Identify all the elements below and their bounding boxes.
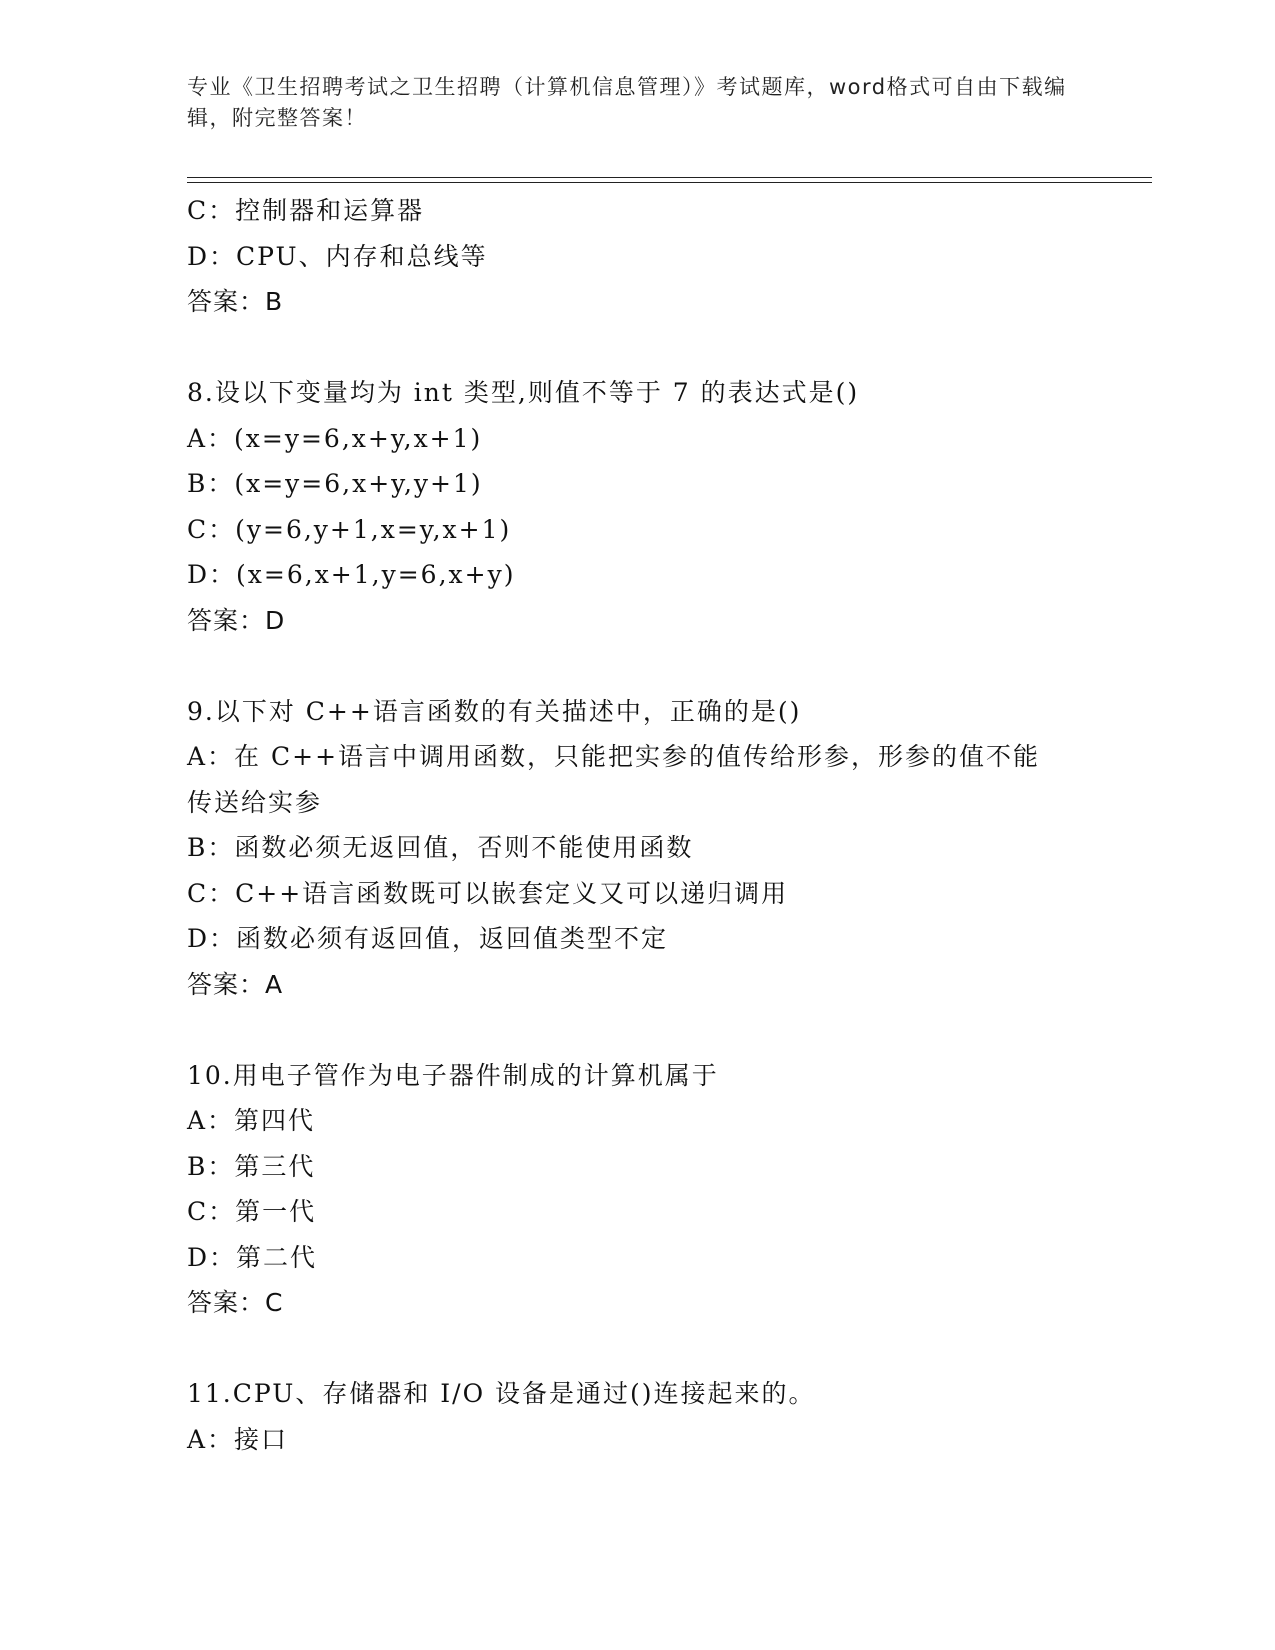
option-d: D：CPU、内存和总线等 xyxy=(187,241,488,271)
answer: 答案：B xyxy=(187,287,284,316)
question-text: 8.设以下变量均为 int 类型,则值不等于 7 的表达式是() xyxy=(187,378,860,407)
answer: 答案：D xyxy=(187,605,286,635)
option-d: D：函数必须有返回值，返回值类型不定 xyxy=(187,924,669,953)
option-c: C：控制器和运算器 xyxy=(187,196,425,225)
header-rule-bottom xyxy=(187,182,1152,183)
option-a: A：在 C++语言中调用函数，只能把实参的值传给形参，形参的值不能传送给实参 xyxy=(187,742,1041,817)
page-header: 专业《卫生招聘考试之卫生招聘（计算机信息管理）》考试题库，word格式可自由下载编辑，附完整答案！ xyxy=(187,75,1067,130)
option-b: B：(x=y=6,x+y,y+1) xyxy=(187,469,483,498)
question-8 xyxy=(187,370,1067,643)
option-b: B：第三代 xyxy=(187,1151,316,1181)
question-text: 10.用电子管作为电子器件制成的计算机属于 xyxy=(187,1060,719,1090)
header-rule-top xyxy=(187,177,1152,178)
option-c: C：(y=6,y+1,x=y,x+1) xyxy=(187,514,512,544)
option-a: A：接口 xyxy=(187,1424,289,1454)
option-c: C：第一代 xyxy=(187,1197,317,1226)
question-9 xyxy=(187,689,1067,1008)
question-list xyxy=(187,188,1067,1462)
option-a: A：(x=y=6,x+y,x+1) xyxy=(187,423,483,453)
question-11 xyxy=(187,1371,1067,1462)
answer: 答案：C xyxy=(187,1288,284,1317)
option-b: B：函数必须无返回值，否则不能使用函数 xyxy=(187,833,694,862)
question-10 xyxy=(187,1053,1067,1326)
option-c: C：C++语言函数既可以嵌套定义又可以递归调用 xyxy=(187,878,789,908)
option-a: A：第四代 xyxy=(187,1106,316,1135)
question-text: 9.以下对 C++语言函数的有关描述中，正确的是() xyxy=(187,696,802,726)
question-7 xyxy=(187,188,1067,325)
question-text: 11.CPU、存储器和 I/O 设备是通过()连接起来的。 xyxy=(187,1379,816,1408)
option-d: D：(x=6,x+1,y=6,x+y) xyxy=(187,560,516,589)
option-d: D：第二代 xyxy=(187,1242,318,1272)
answer: 答案：A xyxy=(187,969,284,999)
